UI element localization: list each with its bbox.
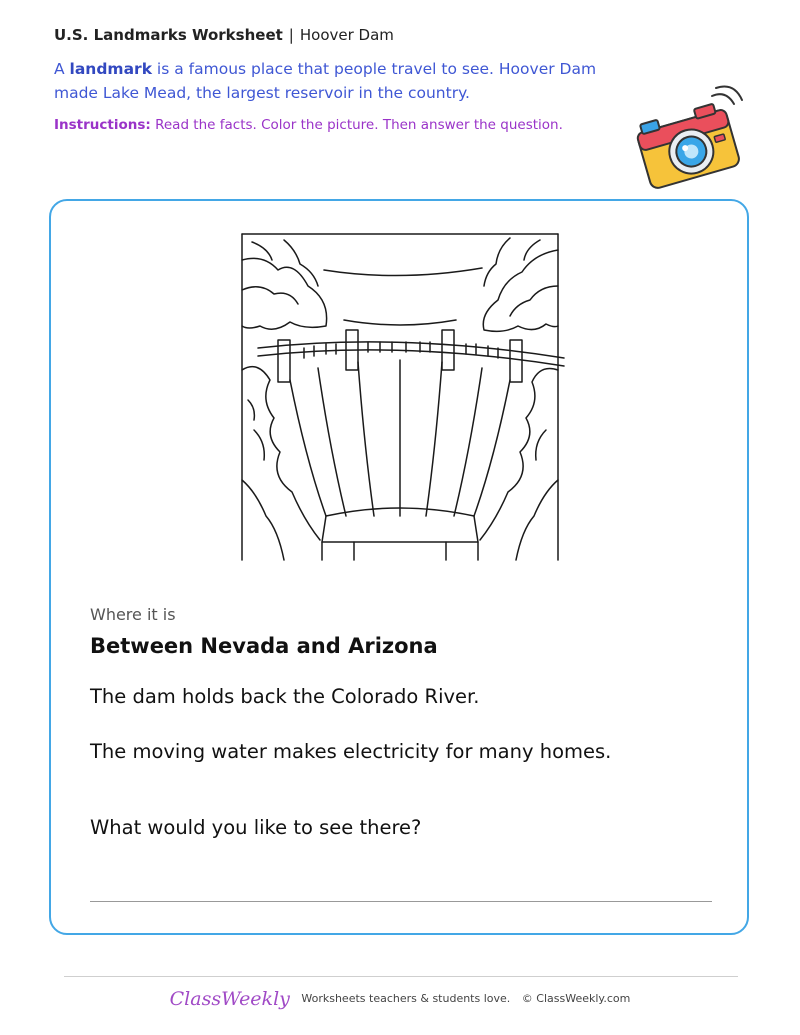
footer-copyright: © ClassWeekly.com — [521, 992, 631, 1005]
intro-line2: made Lake Mead, the largest reservoir in the country. — [54, 84, 470, 102]
instructions-text: Read the facts. Color the picture. Then answer the question. — [150, 117, 563, 133]
location-text: Between Nevada and Arizona — [90, 634, 438, 658]
instructions-label: Instructions: — [54, 117, 151, 133]
header-separator: | — [288, 26, 294, 44]
footer — [0, 988, 800, 1010]
question: What would you like to see there? — [90, 816, 422, 839]
intro-paragraph — [54, 57, 614, 105]
instructions — [54, 117, 563, 133]
footer-divider — [64, 976, 738, 977]
classweekly-logo: ClassWeekly — [169, 988, 290, 1010]
worksheet-header — [54, 26, 394, 44]
hoover-dam-illustration — [234, 230, 566, 562]
worksheet-subtitle: Hoover Dam — [299, 26, 394, 44]
camera-icon — [634, 82, 744, 194]
intro-keyword: landmark — [69, 60, 152, 78]
footer-tagline: Worksheets teachers & students love. — [301, 992, 511, 1005]
intro-prefix: A — [54, 60, 70, 78]
intro-line1: is a famous place that people travel to see. Hoover Dam — [152, 60, 597, 78]
where-label: Where it is — [90, 605, 176, 624]
answer-line[interactable] — [90, 901, 712, 902]
fact-1: The dam holds back the Colorado River. — [90, 685, 480, 708]
fact-2: The moving water makes electricity for many homes. — [90, 740, 612, 763]
worksheet-title: U.S. Landmarks Worksheet — [54, 26, 283, 44]
